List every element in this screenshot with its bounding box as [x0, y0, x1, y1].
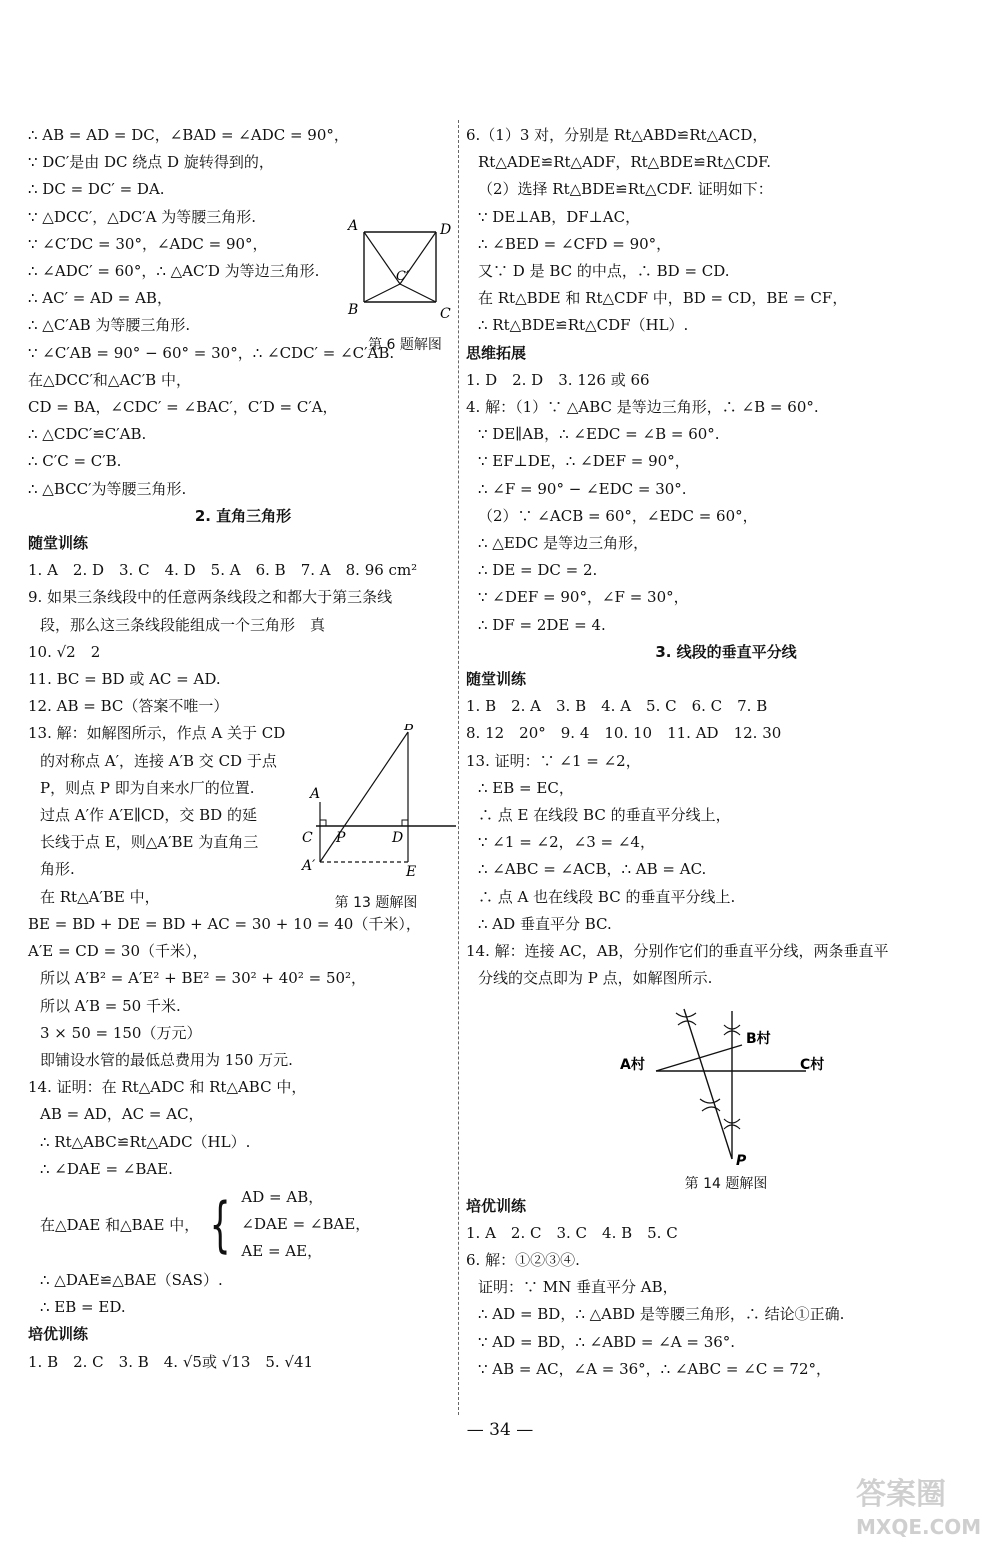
q13-line: 过点 A′作 A′E∥CD，交 BD 的延 [40, 806, 257, 825]
section-title-right-triangle: 2. 直角三角形 [194, 506, 292, 525]
sys-line: ∠DAE = ∠BAE， [241, 1215, 371, 1234]
r1-line: ∴ Rt△BDE≌Rt△CDF（HL）. [478, 316, 689, 335]
right-column [466, 122, 986, 1383]
r3-line: 14. 解：连接 AC，AB，分别作它们的垂直平分线，两条垂直平 [466, 942, 889, 961]
r1-line: （2）选择 Rt△BDE≌Rt△CDF. 证明如下： [478, 180, 773, 199]
sys-line: AD = AB， [241, 1188, 324, 1207]
l1-line: ∴ AC′ = AD = AB， [28, 289, 172, 308]
q11: 11. BC = BD 或 AC = AD. [28, 670, 221, 689]
r3-line: ∵ ∠1 = ∠2，∠3 = ∠4， [478, 833, 655, 852]
page-number: — 34 — [466, 1420, 534, 1440]
fig6-figure [340, 214, 470, 354]
r3-line: 分线的交点即为 P 点，如解图所示. [478, 969, 713, 988]
fig14-caption: 第 14 题解图 [684, 1175, 768, 1192]
l3-line: 即铺设水管的最低总费用为 150 万元. [40, 1050, 293, 1069]
l2-line: ∵ ∠C′AB = 90° − 60° = 30°，∴ ∠CDC′ = ∠C′AB. [28, 343, 395, 362]
answers-4: 8. 12 20° 9. 4 10. 10 11. AD 12. 30 [466, 724, 782, 743]
r2-line: ∴ ∠F = 90° − ∠EDC = 30°. [478, 479, 687, 498]
brace-icon: { [209, 1189, 231, 1260]
l3-line: 14. 证明：在 Rt△ADC 和 Rt△ABC 中， [28, 1078, 307, 1097]
r3-line: ∴ AD 垂直平分 BC. [478, 914, 612, 933]
r1-line: Rt△ADE≌Rt△ADF，Rt△BDE≌Rt△CDF. [478, 153, 771, 172]
l3-line: AB = AD，AC = AC， [40, 1105, 204, 1124]
r3-line: ∴ ∠ABC = ∠ACB，∴ AB = AC. [478, 860, 707, 879]
answers-2: 1. B 2. C 3. B 4. √5或 √13 5. √41 [28, 1352, 314, 1371]
r2-line: ∵ EF⊥DE，∴ ∠DEF = 90°， [478, 452, 690, 471]
q13-line: 角形. [40, 860, 75, 879]
r1-line: 在 Rt△BDE 和 Rt△CDF 中，BD = CD，BE = CF， [478, 289, 848, 308]
l3-line: 3 × 50 = 150（万元） [40, 1023, 202, 1042]
l1-line: ∵ DC′是由 DC 绕点 D 旋转得到的， [28, 153, 274, 172]
r2-line: ∴ △EDC 是等边三角形， [478, 534, 649, 553]
r2-line: ∵ DE∥AB，∴ ∠EDC = ∠B = 60°. [478, 425, 720, 444]
r4-line: ∵ AD = BD，∴ ∠ABD = ∠A = 36°. [478, 1332, 736, 1351]
fig6-label-c: C [440, 306, 451, 322]
left-column [28, 122, 458, 1376]
section-title-perp-bisector: 3. 线段的垂直平分线 [655, 642, 797, 661]
l2-line: 在△DCC′和△AC′B 中， [28, 370, 191, 389]
l3-line: 所以 A′B² = A′E² + BE² = 30² + 40² = 50²， [40, 969, 367, 988]
r4-line: 证明：∵ MN 垂直平分 AB， [478, 1278, 678, 1297]
fig6-label-cprime: C′ [396, 269, 409, 284]
r2-line: 4. 解：（1）∵ △ABC 是等边三角形，∴ ∠B = 60°. [466, 398, 819, 417]
l3-line: 所以 A′B = 50 千米. [40, 996, 181, 1015]
fig13-label-b: B [404, 724, 415, 735]
fig6-caption: 第 6 题解图 [368, 337, 442, 353]
r2-line: ∴ DE = DC = 2. [478, 561, 598, 580]
r2-line: ∴ DF = 2DE = 4. [478, 615, 606, 634]
heading-peiyou-2: 培优训练 [466, 1196, 527, 1215]
l1-line: ∴ AB = AD = DC，∠BAD = ∠ADC = 90°， [28, 126, 349, 144]
sys-prefix: 在△DAE 和△BAE 中， [40, 1216, 200, 1235]
l1-line: ∵ ∠C′DC = 30°，∠ADC = 90°， [28, 234, 268, 253]
l3-line: BE = BD + DE = BD + AC = 30 + 10 = 40（千米）， [28, 914, 421, 933]
fig14-label-p: P [736, 1152, 747, 1169]
l1-line: ∵ △DCC′，△DC′A 为等腰三角形. [28, 207, 257, 226]
watermark-logo [852, 1466, 982, 1542]
fig13-caption: 第 13 题解图 [334, 895, 418, 912]
l3-line: ∴ Rt△ABC≌Rt△ADC（HL）. [40, 1132, 251, 1151]
r4-line: ∴ AD = BD，∴ △ABD 是等腰三角形，∴ 结论①正确. [478, 1305, 845, 1324]
l2-line: CD = BA，∠CDC′ = ∠BAC′，C′D = C′A， [28, 398, 338, 417]
l2-line: ∴ C′C = C′B. [28, 452, 122, 471]
r3-line: 13. 证明：∵ ∠1 = ∠2， [466, 751, 641, 770]
l2-line: ∴ △BCC′为等腰三角形. [28, 479, 187, 498]
r3-line: ∴ EB = EC， [478, 778, 574, 797]
q13-line: 13. 解：如解图所示，作点 A 关于 CD [28, 724, 286, 743]
r1-line: 6.（1）3 对，分别是 Rt△ABD≌Rt△ACD， [466, 126, 768, 144]
fig13-label-p: P [336, 830, 346, 847]
fig14-diagram [616, 999, 836, 1169]
r1-line: ∴ ∠BED = ∠CFD = 90°， [478, 234, 672, 253]
q13-line: P，则点 P 即为自来水厂的位置. [40, 778, 255, 797]
l3-line: A′E = CD = 30（千米）， [28, 942, 208, 961]
l1-line: ∴ DC = DC′ = DA. [28, 180, 165, 199]
heading-suitang: 随堂训练 [28, 534, 89, 553]
answers-5: 1. A 2. C 3. C 4. B 5. C [466, 1223, 678, 1242]
heading-peiyou: 培优训练 [28, 1325, 89, 1344]
r2-line: （2）∵ ∠ACB = 60°，∠EDC = 60°， [478, 506, 758, 525]
r4-line: 6. 解：①②③④. [466, 1250, 580, 1269]
r1-line: 又∵ D 是 BC 的中点，∴ BD = CD. [478, 262, 730, 281]
l1-line: ∴ △C′AB 为等腰三角形. [28, 316, 191, 335]
q10: 10. √2 2 [28, 642, 101, 661]
heading-siwei: 思维拓展 [466, 343, 527, 362]
q9-line: 段，那么这三条线段能组成一个三角形 真 [40, 615, 326, 634]
answers-1: 1. A 2. D 3. C 4. D 5. A 6. B 7. A 8. 96 cm² [28, 561, 418, 580]
fig6-label-a: A [348, 218, 359, 234]
fig14-label-c: C村 [800, 1056, 825, 1073]
answers-3: 1. D 2. D 3. 126 或 66 [466, 370, 650, 389]
answers-4: 1. B 2. A 3. B 4. A 5. C 6. C 7. B [466, 697, 768, 716]
r3-line: ∴ 点 E 在线段 BC 的垂直平分线上， [478, 806, 731, 825]
fig13-label-e: E [406, 864, 417, 881]
r2-line: ∵ ∠DEF = 90°，∠F = 30°， [478, 588, 689, 607]
fig6-square-diagram [340, 214, 470, 334]
fig13-label-aprime: A′ [302, 858, 316, 875]
sys-line: AE = AE， [241, 1242, 323, 1261]
heading-suitang-2: 随堂训练 [466, 670, 527, 689]
fig13-figure [296, 724, 456, 912]
r1-line: ∵ DE⊥AB，DF⊥AC， [478, 207, 641, 226]
q12: 12. AB = BC（答案不唯一） [28, 697, 229, 716]
fig13-diagram [296, 724, 456, 884]
q13-line: 长线于点 E，则△A′BE 为直角三 [40, 833, 259, 852]
fig6-label-b: B [348, 302, 359, 318]
l3-line: 在 Rt△A′BE 中， [40, 887, 160, 906]
sys-lines [241, 1184, 370, 1265]
l1-line: ∴ ∠ADC′ = 60°，∴ △AC′D 为等边三角形. [28, 262, 320, 281]
q9-line: 9. 如果三条线段中的任意两条线段之和都大于第三条线 [28, 588, 393, 607]
fig14-label-b: B村 [746, 1030, 771, 1047]
l2-line: ∴ △CDC′≌C′AB. [28, 425, 147, 444]
fig13-label-a: A [310, 786, 321, 803]
r4-line: ∵ AB = AC，∠A = 36°，∴ ∠ABC = ∠C = 72°， [478, 1359, 832, 1378]
fig14-figure [466, 999, 986, 1193]
watermark-line1: 答案圈 [856, 1477, 946, 1512]
fig13-label-c: C [302, 830, 313, 847]
l3-line: ∴ ∠DAE = ∠BAE. [40, 1159, 173, 1178]
r3-line: ∴ 点 A 也在线段 BC 的垂直平分线上. [478, 887, 736, 906]
watermark-line2: MXQE.COM [856, 1515, 982, 1539]
fig14-label-a: A村 [620, 1056, 645, 1073]
equation-system [28, 1183, 458, 1267]
l4-line: ∴ EB = ED. [40, 1298, 126, 1317]
fig13-label-d: D [392, 830, 404, 847]
q13-line: 的对称点 A′，连接 A′B 交 CD 于点 [40, 751, 277, 770]
l4-line: ∴ △DAE≌△BAE（SAS）. [40, 1270, 223, 1289]
fig6-label-d: D [440, 222, 452, 238]
